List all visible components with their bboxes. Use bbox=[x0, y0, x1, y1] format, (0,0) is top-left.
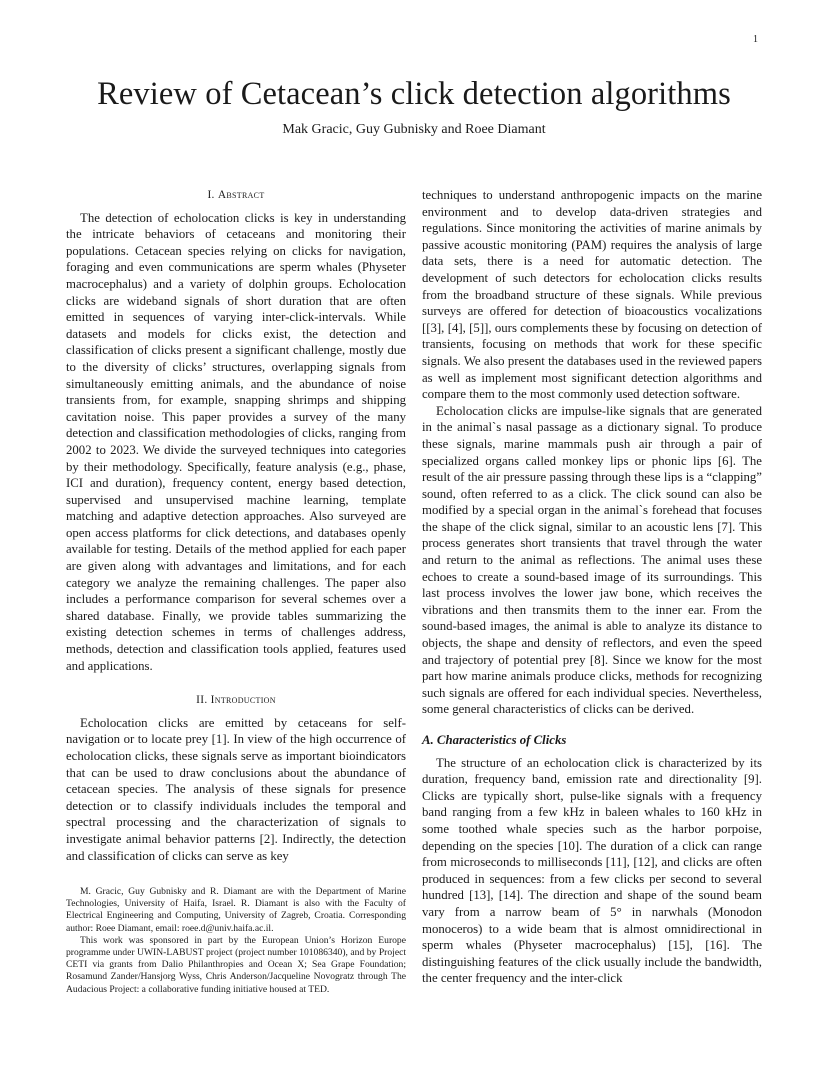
introduction-paragraph-1: Echolocation clicks are emitted by cetaceans for self-navigation or to locate prey [1]. In view of the high occurrence of echolocation clicks, these signals serve as important bioindicators that can be used to draw conclusions about the abundance of cetacean species. The analysis of these signals for presence detection or to classify individuals includes the temporal and spectral processing and the characterization of signals to investigate animal behavior patterns [2]. Indirectly, the detection and classification of clicks can serve as key bbox=[66, 715, 406, 863]
right-column bbox=[422, 187, 762, 987]
author-list: Mak Gracic, Guy Gubnisky and Roee Diamant bbox=[282, 122, 546, 137]
paper-title: Review of Cetacean’s click detection algorithms bbox=[97, 76, 731, 112]
page-number: 1 bbox=[753, 34, 758, 45]
introduction-paragraph-2: Echolocation clicks are impulse-like signals that are generated in the animal`s nasal passage as a dictionary signal. To produce these signals, marine mammals push air through a pair of specialized organs called monkey lips or phonic lips [6]. The result of the air pressure passing through these lips is a “clapping” sound, often referred to as a click. The click sound can also be modified by a special organ in the animal`s forehead that focuses the shape of the click signal, similar to an acoustic lens [7]. This process generates short transients that travel through the water and return to the animal as reflections. The animal uses these echoes to create a sound-based image of its surroundings. This last process involves the lower jaw bone, which receives the vibrations and then transmits them to the inner ear. From the sound-based images, the animal is able to analyze its distance to objects, the shape and density of reflectors, and even the speed and trajectory of potential prey [8]. Since we know for the most part how marine animals produce clicks, methods for recognizing such signals are offered for each individual species. Nevertheless, some general characteristics of clicks can be derived. bbox=[422, 403, 762, 717]
abstract-heading-text: Abstract bbox=[217, 189, 265, 201]
footnote-funding: This work was sponsored in part by the European Union’s Horizon Europe programme under UWIN-LABUST project (project number 101086340), and by Project CETI via grants from Dalio Philanthropies and Ocean X; Sea Grape Foundation; Rosamund Zander/Hansjorg Wyss, Chris Anderson/Jacqueline Novogratz through The Audacious Project: a collaborative funding initiative housed at TED. bbox=[66, 934, 406, 995]
introduction-heading-number: II. bbox=[196, 694, 208, 707]
introduction-heading bbox=[66, 692, 406, 709]
abstract-heading-number: I. bbox=[207, 189, 215, 201]
subsection-characteristics-text: The structure of an echolocation click is characterized by its duration, frequency band, emission rate and directionality [9]. Clicks are typically short, pulse-like signals with a frequency band ranging from a few kHz in baleen whales to 160 kHz in some toothed whale species such as the harbor porpoise, depending on the species [10]. The duration of a click can range from microseconds to milliseconds [11], [12], and clicks are often produced in sequences: from a few clicks per second to several hundred [13], [14]. The direction and shape of the sound beam vary from a narrow beam of 5° in narwhals (Monodon monoceros) to a wide beam that is almost omnidirectional in sperm whales (Physeter macrocephalus) [15], [16]. The distinguishing features of the click usually include the bandwidth, the center frequency and the inter-click bbox=[422, 755, 762, 986]
footnote-affiliations: M. Gracic, Guy Gubnisky and R. Diamant are with the Department of Marine Technologies, University of Haifa, Israel. R. Diamant is also with the Faculty of Electrical Engineering and Computing, University of Zagreb, Croatia. Corresponding author: Roee Diamant, email: roee.d@univ.haifa.ac.il. bbox=[66, 886, 406, 934]
abstract-text: The detection of echolocation clicks is key in understanding the intricate behaviors of cetaceans and monitoring their populations. Cetacean species relying on clicks for navigation, foraging and even communications are sperm whales (Physeter macrocephalus) and a variety of dolphin groups. Echolocation clicks are wideband signals of short duration that are often emitted in sequences of varying inter-click-intervals. While datasets and models for clicks exist, the detection and classification of clicks present a significant challenge, mostly due to the diversity of clicks’ structures, overlapping signals from simultaneously emitting animals, and the abundance of noise transients from, for example, snapping shrimps and shipping cavitation noise. This paper provides a survey of the many detection and classification methodologies of clicks, ranging from 2002 to 2023. We divide the surveyed techniques into categories by their methodology. Specifically, feature analysis (e.g., phase, ICI and duration), frequency content, energy based detection, supervised and unsupervised machine learning, template matching and adaptive detection approaches. Also surveyed are open access platforms for click detections, and databases openly available for testing. Details of the method applied for each paper are given along with advantages and limitations, and for each category we analyze the remaining challenges. The paper also includes a performance comparison for several schemes over a shared database. Finally, we provide tables summarizing the existing detection schemes in terms of challenges address, methods, detection and classification tools applied, features used and applications. bbox=[66, 210, 406, 673]
abstract-heading bbox=[66, 187, 406, 204]
subsection-characteristics-heading: A. Characteristics of Clicks bbox=[422, 733, 567, 747]
introduction-paragraph-1-continued: techniques to understand anthropogenic impacts on the marine environment and to develop data-driven strategies and regulations. Since monitoring the activities of marine animals by passive acoustic monitoring (PAM) requires the analysis of large data sets, there is a need for automatic detection. The development of such detectors for echolocation clicks results from the broadband structure of these signals. While previous surveys are offered for detection of bioacoustics vocalizations [[3], [4], [5]], ours complements these by focusing on detection of transients, focusing on methods that work for these specific signals. We also present the databases used in the reviewed papers as well as implement most significant detection algorithms and compare them to the most commonly used detection software. bbox=[422, 188, 762, 402]
author-footnote bbox=[66, 886, 406, 996]
introduction-heading-text: Introduction bbox=[210, 694, 276, 707]
left-column bbox=[66, 187, 406, 864]
